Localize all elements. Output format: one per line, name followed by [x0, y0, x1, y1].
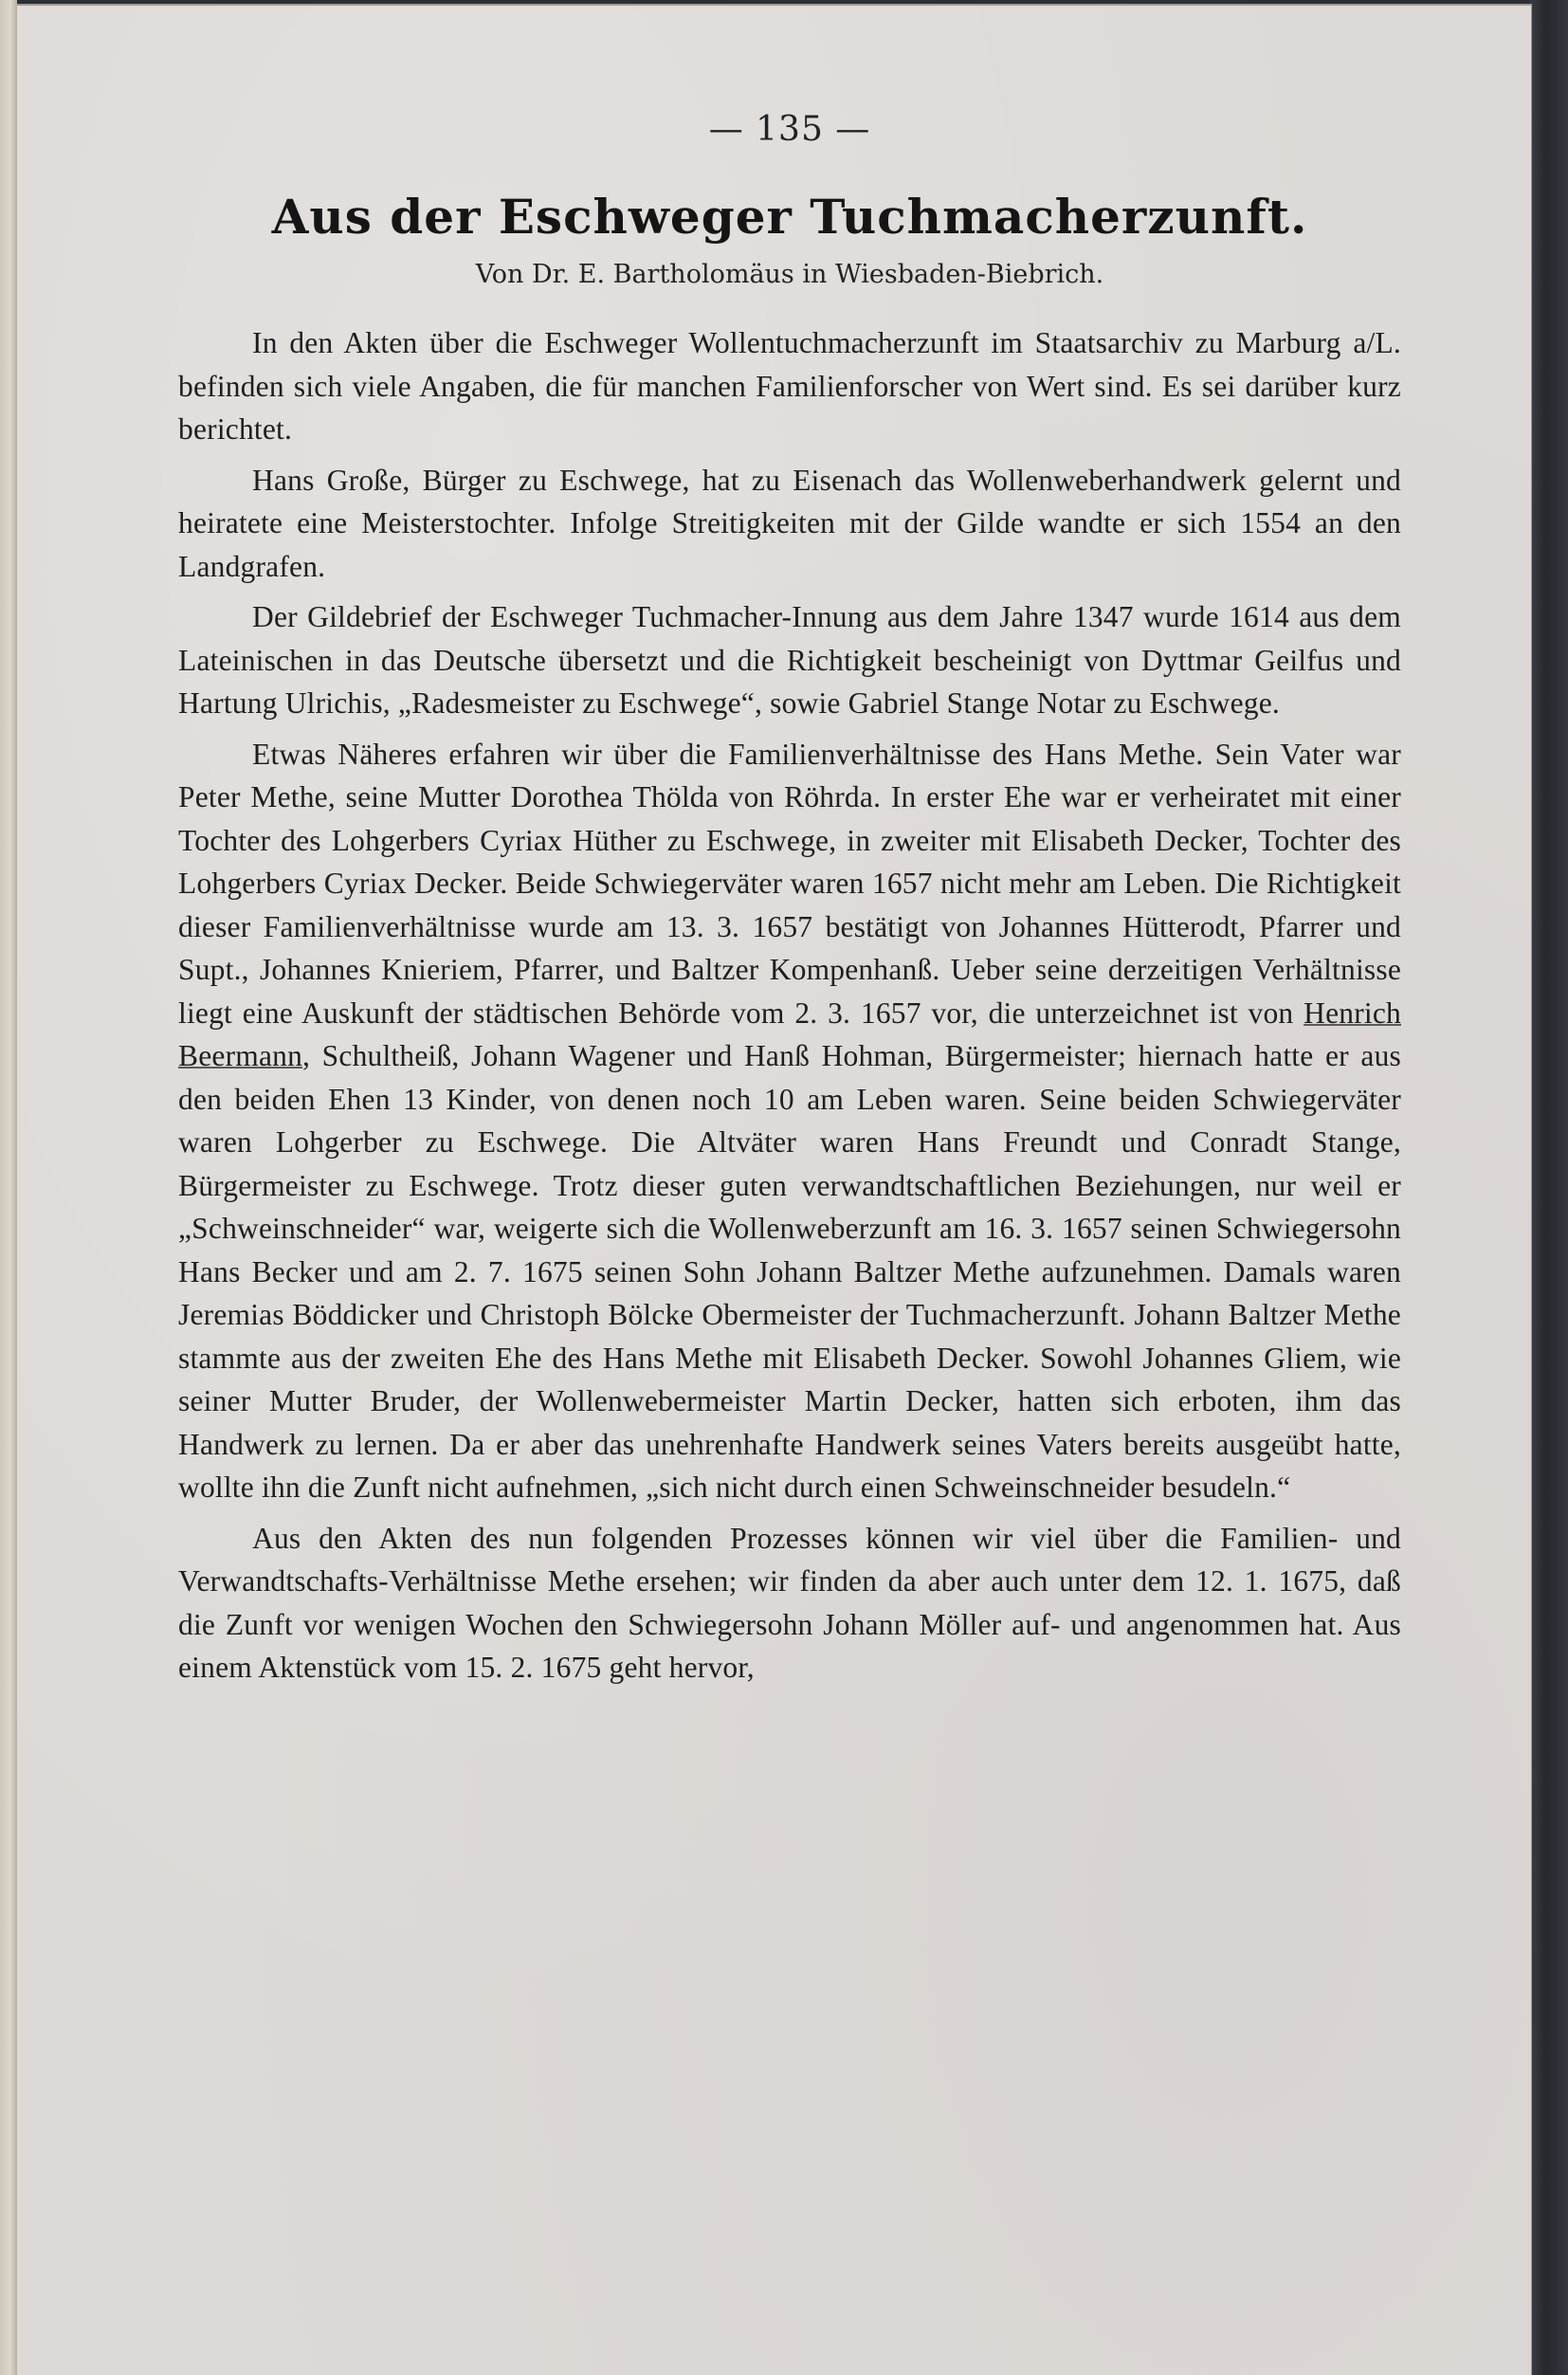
adjacent-page-edge [0, 0, 17, 2375]
article-byline: Von Dr. E. Bartholomäus in Wiesbaden-Biebrich. [475, 260, 1104, 289]
paragraph-4 [178, 733, 1401, 1509]
page-number: — 135 — [708, 110, 871, 149]
paragraph-4-part-2: , Schultheiß, Johann Wagener und Hanß Hohman, Bürgermeister; hiernach hatte er aus den beiden Ehen 13 Kinder, von denen noch 10 am Leben waren. Seine beiden Schwiegerväter waren Lohgerber zu Eschwege. Die Altväter waren Hans Freundt und Conradt Stange, Bürgermeister zu Eschwege. Trotz dieser guten verwandtschaftlichen Beziehungen, nur weil er „Schweinschneider“ war, weigerte sich die Wollenweberzunft am 16. 3. 1657 seinen Schwiegersohn Hans Becker und am 2. 7. 1675 seinen Sohn Johann Baltzer Methe aufzunehmen. Damals waren Jeremias Böddicker und Christoph Bölcke Obermeister der Tuchmacherzunft. Johann Baltzer Methe stammte aus der zweiten Ehe des Hans Methe mit Elisabeth Decker. Sowohl Johannes Gliem, wie seiner Mutter Bruder, der Wollenwebermeister Martin Decker, hatten sich erboten, ihm das Handwerk zu lernen. Da er aber das unehrenhafte Handwerk seines Vaters bereits ausgeübt hatte, wollte ihn die Zunft nicht aufnehmen, „sich nicht durch einen Schweinschneider besudeln.“ [178, 1039, 1401, 1504]
paragraph-1: In den Akten über die Eschweger Wollentuchmacherzunft im Staatsarchiv zu Marburg a/L. befinden sich viele Angaben, die für manchen Familienforscher von Wert sind. Es sei darüber kurz berichtet. [178, 326, 1401, 446]
page-sheet [17, 4, 1532, 2375]
paragraph-2: Hans Große, Bürger zu Eschwege, hat zu Eisenach das Wollenweberhandwerk gelernt und heiratete eine Meisterstochter. Infolge Streitigkeiten mit der Gilde wandte er sich 1554 an den Landgrafen. [178, 463, 1401, 583]
paragraph-3: Der Gildebrief der Eschweger Tuchmacher-Innung aus dem Jahre 1347 wurde 1614 aus dem Lateinischen in das Deutsche übersetzt und die Richtigkeit bescheinigt von Dyttmar Geilfus und Hartung Ulrichis, „Radesmeister zu Eschwege“, sowie Gabriel Stange Notar zu Eschwege. [178, 600, 1401, 720]
paragraph-4-part-1: Etwas Näheres erfahren wir über die Familienverhältnisse des Hans Methe. Sein Vater war Peter Methe, seine Mutter Dorothea Thölda von Röhrda. In erster Ehe war er verheiratet mit einer Tochter des Lohgerbers Cyriax Hüther zu Eschwege, in zweiter mit Elisabeth Decker, Tochter des Lohgerbers Cyriax Decker. Beide Schwiegerväter waren 1657 nicht mehr am Leben. Die Richtigkeit dieser Familienverhältnisse wurde am 13. 3. 1657 bestätigt von Johannes Hütterodt, Pfarrer und Supt., Johannes Knieriem, Pfarrer, und Baltzer Kompenhanß. Ueber seine derzeitigen Verhältnisse liegt eine Auskunft der städtischen Behörde vom 2. 3. 1657 vor, die unterzeichnet ist von [178, 737, 1401, 1030]
book-cover-edge [1530, 0, 1568, 2375]
pencil-underlined-name: Henrich Beermann [178, 996, 1401, 1072]
paragraph-5: Aus den Akten des nun folgenden Prozesses können wir viel über die Familien- und Verwandtschafts-Verhältnisse Methe ersehen; wir finden da aber auch unter dem 12. 1. 1675, daß die Zunft vor wenigen Wochen den Schwiegersohn Johann Möller auf- und angenommen hat. Aus einem Aktenstück vom 15. 2. 1675 geht hervor, [178, 1521, 1401, 1684]
page-content [178, 110, 1401, 1690]
article-title: Aus der Eschweger Tuchmacherzunft. [271, 189, 1308, 245]
